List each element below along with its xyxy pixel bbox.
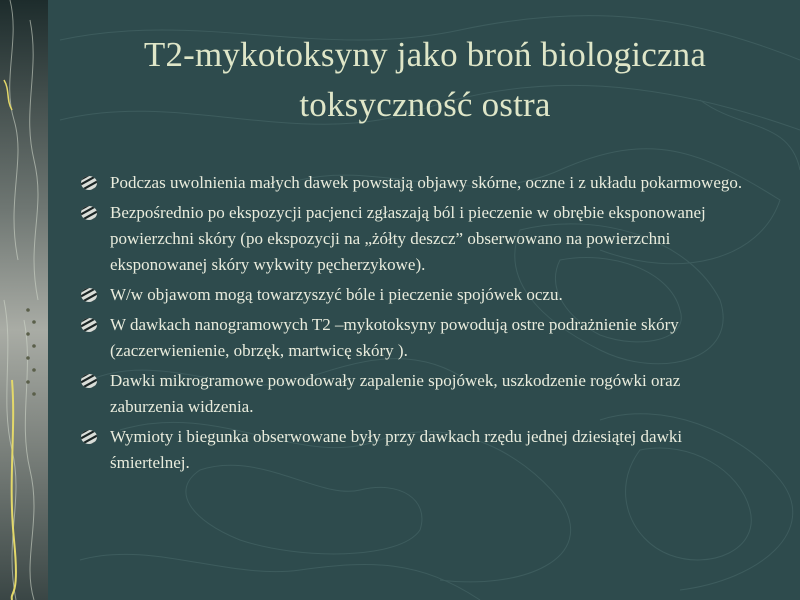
striped-ball-bullet-icon [80, 205, 98, 221]
title-line-1: T2-mykotoksyny jako broń biologiczna [143, 35, 707, 74]
bullet-item [78, 170, 758, 196]
bullet-text: Wymioty i biegunka obserwowane były przy dawkach rzędu jednej dziesiątej dawki śmiertelnej. [110, 427, 683, 472]
bullet-item [78, 312, 758, 364]
bullet-item [78, 200, 758, 278]
striped-ball-bullet-icon [80, 317, 98, 333]
bullet-item [78, 282, 758, 308]
bullet-text: Bezpośrednio po ekspozycji pacjenci zgłaszają ból i pieczenie w obrębie eksponowanej powierzchni skóry (po ekspozycji na „żółty deszcz” obserwowano na powierzchni eksponowanej skóry wykwity pęcherzykowe). [110, 203, 706, 274]
bullet-item [78, 424, 758, 476]
bullet-list [78, 170, 758, 480]
bullet-text: Dawki mikrogramowe powodowały zapalenie spojówek, uszkodzenie rogówki oraz zaburzenia widzenia. [110, 371, 681, 416]
striped-ball-bullet-icon [80, 429, 98, 445]
slide-title [60, 30, 790, 130]
bullet-text: Podczas uwolnienia małych dawek powstają objawy skórne, oczne i z układu pokarmowego. [110, 173, 743, 192]
striped-ball-bullet-icon [80, 373, 98, 389]
bullet-item [78, 368, 758, 420]
bullet-text: W dawkach nanogramowych T2 –mykotoksyny powodują ostre podrażnienie skóry (zaczerwienienie, obrzęk, martwicę skóry ). [110, 315, 679, 360]
decorative-side-strip [0, 0, 48, 600]
striped-ball-bullet-icon [80, 287, 98, 303]
bullet-text: W/w objawom mogą towarzyszyć bóle i pieczenie spojówek oczu. [110, 285, 563, 304]
title-line-2: toksyczność ostra [299, 85, 551, 124]
striped-ball-bullet-icon [80, 175, 98, 191]
